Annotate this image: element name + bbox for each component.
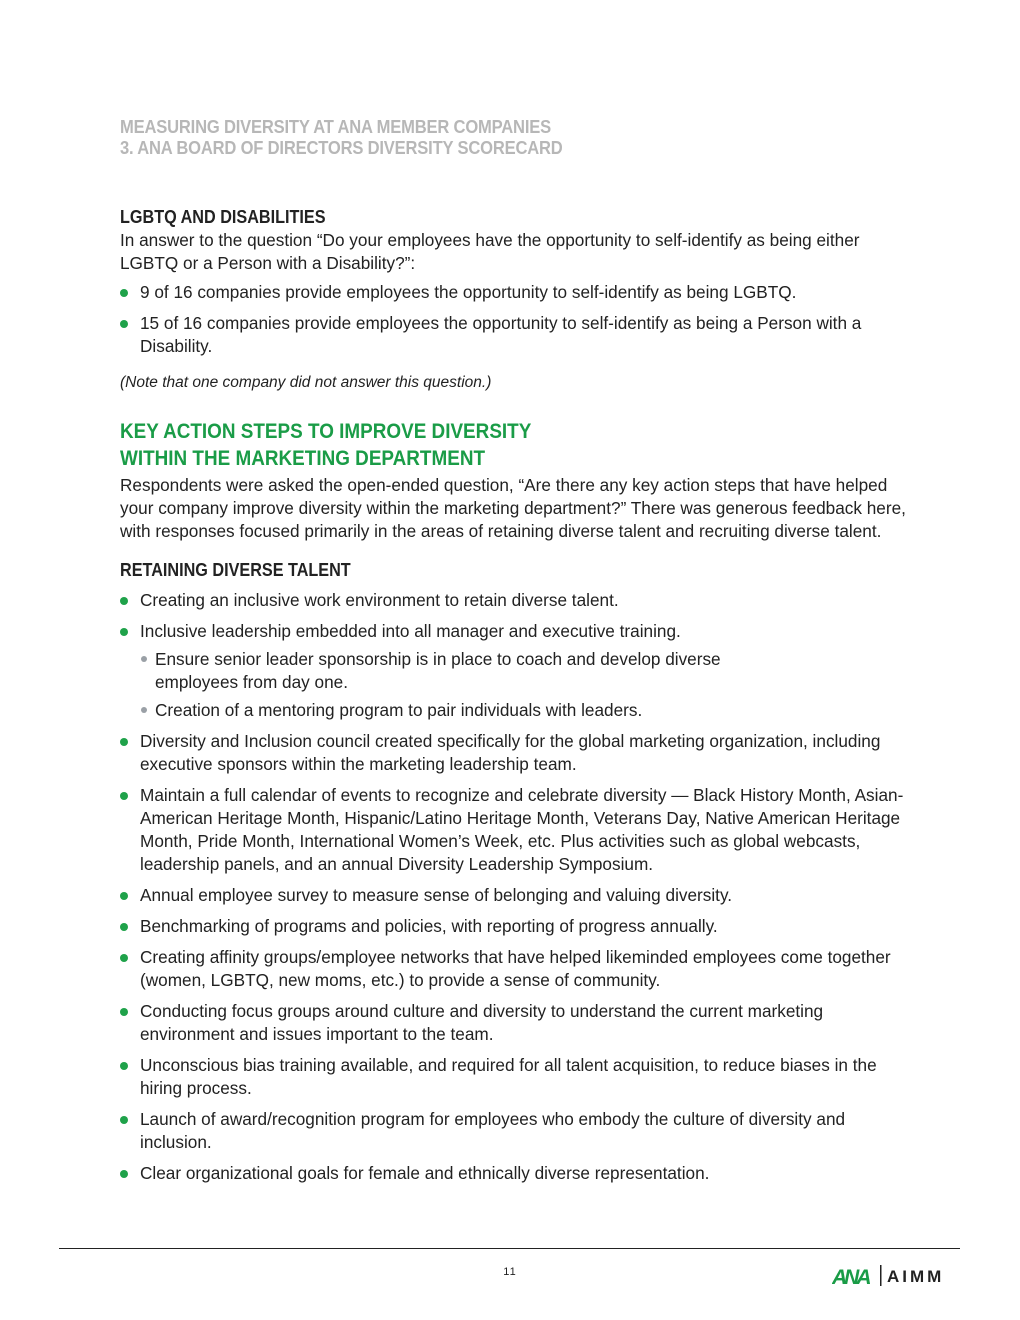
sub-list-item [120,648,920,694]
logo-aimm-text: AIMM [887,1267,945,1286]
sub-bullet-icon [141,707,147,713]
bullet-icon [120,289,128,297]
bullet-icon [120,954,128,962]
sub-list-item [120,699,920,722]
lgbtq-bullet-list [120,281,920,358]
list-item [120,915,920,938]
list-item-text: Clear organizational goals for female and ethnically diverse representation. [140,1163,710,1183]
list-item [120,946,920,992]
lgbtq-intro: In answer to the question “Do your employees have the opportunity to self-identify as being either LGBTQ or a Person with a Disability?”: [120,230,860,273]
running-head [120,117,820,159]
retaining-sub-bullet-list [120,648,920,722]
ana-aimm-logo [832,1262,956,1288]
list-item-text: Diversity and Inclusion council created specifically for the global marketing organization, including executive sponsors within the marketing leadership team. [140,731,881,774]
bullet-icon [120,597,128,605]
sub-list-item-text: Ensure senior leader sponsorship is in place to coach and develop diverse employees from day one. [155,649,721,692]
list-item [120,784,920,876]
bullet-icon [120,1170,128,1178]
list-item [120,312,920,358]
lgbtq-note: (Note that one company did not answer this question.) [120,374,492,391]
ana-logo-icon [832,1266,870,1288]
retaining-heading: RETAINING DIVERSE TALENT [120,560,351,580]
page-number: 11 [503,1266,517,1278]
running-head-line-1: MEASURING DIVERSITY AT ANA MEMBER COMPANIES [120,117,551,137]
running-head-line-2: 3. ANA BOARD OF DIRECTORS DIVERSITY SCORECARD [120,138,563,158]
key-actions-intro: Respondents were asked the open-ended question, “Are there any key action steps that have helped your company improve diversity within the marketing department?” There was generous feedback here, with responses focused primarily in the areas of retaining diverse talent and recruiting diverse talent. [120,475,906,541]
sub-list-item-text: Creation of a mentoring program to pair individuals with leaders. [155,700,643,720]
key-actions-heading-line-2: WITHIN THE MARKETING DEPARTMENT [120,447,486,470]
bullet-icon [120,923,128,931]
page-content [120,205,920,1185]
bullet-icon [120,738,128,746]
logo-divider [880,1265,882,1286]
logo-ana-text: ANA [832,1266,869,1288]
bullet-icon [120,1116,128,1124]
bullet-icon [120,628,128,636]
list-item [120,620,920,643]
bullet-icon [120,1008,128,1016]
lgbtq-heading: LGBTQ AND DISABILITIES [120,207,326,227]
list-item-text: Conducting focus groups around culture and diversity to understand the current marketing environment and issues important to the team. [140,1001,824,1044]
list-item-text: Creating affinity groups/employee networks that have helped likeminded employees come together (women, LGBTQ, new moms, etc.) to provide a sense of community. [140,947,891,990]
list-item [120,884,920,907]
list-item [120,281,920,304]
key-actions-heading-line-1: KEY ACTION STEPS TO IMPROVE DIVERSITY [120,420,532,443]
list-item-text: Launch of award/recognition program for employees who embody the culture of diversity and inclusion. [140,1109,846,1152]
list-item-text: Inclusive leadership embedded into all manager and executive training. [140,621,681,641]
list-item [120,1108,920,1154]
list-item-text: Benchmarking of programs and policies, with reporting of progress annually. [140,916,718,936]
sub-bullet-icon [141,656,147,662]
list-item [120,1000,920,1046]
bullet-icon [120,792,128,800]
list-item-text: 15 of 16 companies provide employees the opportunity to self-identify as being a Person with a Disability. [140,313,862,356]
list-item [120,1054,920,1100]
list-item-text: Maintain a full calendar of events to recognize and celebrate diversity — Black History Month, Asian-American Heritage Month, Hispanic/Latino Heritage Month, Veterans Day, Native American Heritage Month, Pride Month, International Women’s Week, etc. Plus activities such as global webcasts, leadership panels, and an annual Diversity Leadership Symposium. [140,785,904,874]
list-item [120,589,920,612]
list-item-text: Unconscious bias training available, and required for all talent acquisition, to reduce biases in the hiring process. [140,1055,877,1098]
bullet-icon [120,1062,128,1070]
list-item [120,1162,920,1185]
footer-divider [59,1248,960,1249]
bullet-icon [120,320,128,328]
retaining-bullet-list-continued [120,730,920,1185]
list-item-text: Creating an inclusive work environment to retain diverse talent. [140,590,619,610]
list-item-text: 9 of 16 companies provide employees the opportunity to self-identify as being LGBTQ. [140,282,797,302]
list-item-text: Annual employee survey to measure sense of belonging and valuing diversity. [140,885,733,905]
key-actions-heading [120,418,840,472]
list-item [120,730,920,776]
bullet-icon [120,892,128,900]
retaining-bullet-list [120,589,920,643]
